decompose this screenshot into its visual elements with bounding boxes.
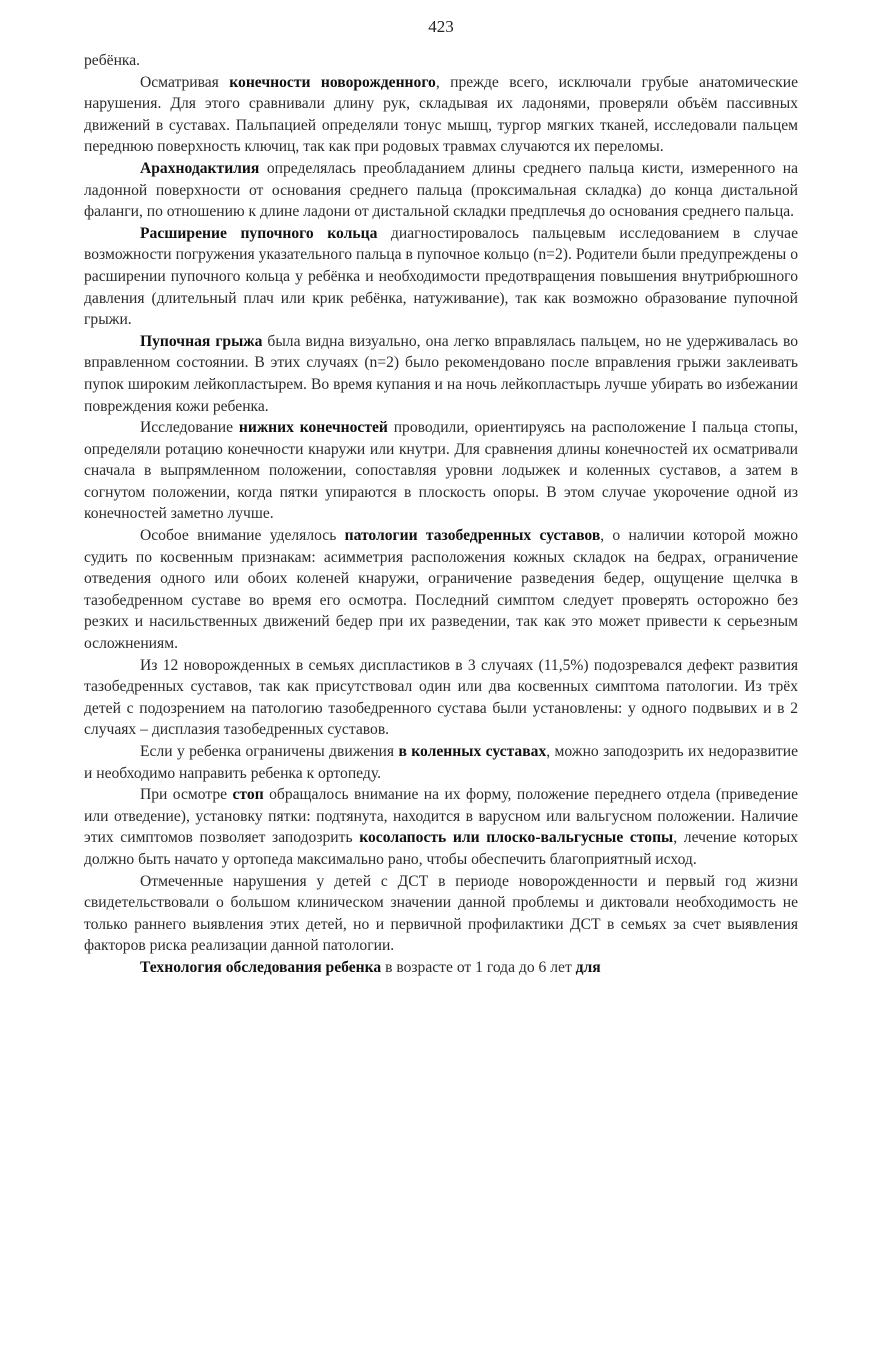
paragraph xyxy=(84,784,798,870)
page-number: 423 xyxy=(428,17,454,36)
paragraph xyxy=(84,417,798,525)
text-run: Отмеченные нарушения у детей с ДСТ в периоде новорожденности и первый год жизни свидетельствовали о большом клиническом значении данной проблемы и диктовали необходимость не только раннего выявления этих детей, но и первичной профилактики ДСТ в семьях за счет выявления факторов риска реализации данной патологии. xyxy=(84,872,798,955)
text-run: , можно заподозрить их недоразвитие и необходимо направить ребенка к ортопеду. xyxy=(84,743,798,782)
text-run: При осмотре xyxy=(140,786,233,804)
text-run: Если у ребенка ограничены движения xyxy=(140,743,399,760)
text-run: обращалось внимание на их форму, положение переднего отдела (приведение или отведение), установку пятки: подтянута, находится в варусном или вальгусном положении. Наличие этих симптомов позволяет заподозрить xyxy=(84,786,798,847)
bold-term: патологии тазобедренных суставов xyxy=(344,527,601,545)
text-run: была видна визуально, она легко вправлялась пальцем, но не удерживалась во вправленном состоянии. В этих случаях (n=2) было рекомендовано после вправления грыжи заклеивать пупок широким лейкопластырем. Во время купания и на ночь лейкопластырь лучше убирать во избежании повреждения кожи ребенка. xyxy=(84,332,799,415)
text-run: Особое внимание уделялось xyxy=(140,527,345,545)
text-run: проводили, ориентируясь на расположение I пальца стопы, определяли ротацию конечности кнаружи или кнутри. Для сравнения длины конечностей их осматривали сначала в выпрямленном положении, сопоставляя уровни лодыжек и коленных суставов, а затем в согнутом положении, когда пятки упираются в плоскость опоры. В этом случае укорочение одной из конечностей заметно лучше. xyxy=(84,419,798,523)
body-text xyxy=(84,50,798,979)
text-run: , о наличии которой можно судить по косвенным признакам: асимметрия расположения кожных складок на бедрах, ограничение отведения одного или обоих коленей кнаружи, ограничение разведения бедер, ощущение щелчка в тазобедренном суставе во время его осмотра. Последний симптом следует проверять осторожно без резких и насильственных движений бедер при их разведении, так как это может привести к серьезным осложнениям. xyxy=(84,527,798,653)
paragraph xyxy=(84,957,798,979)
bold-term: стоп xyxy=(232,786,264,804)
paragraph xyxy=(84,871,798,957)
paragraph xyxy=(84,741,798,784)
text-run: диагностировалось пальцевым исследованием в случае возможности погружения указательного пальца в пупочное кольцо (n=2). Родители были предупреждены о расширении пупочного кольца у ребёнка и необходимости предотвращения повышения внутрибрюшного давления (длительный плач или крик ребёнка, натуживание), так как возможно образование пупочной грыжи. xyxy=(84,224,798,329)
text-run: Осматривая xyxy=(140,73,230,91)
paragraph xyxy=(84,50,798,72)
text-run: , лечение которых должно быть начато у ортопеда максимально рано, чтобы обеспечить благоприятный исход. xyxy=(84,829,798,868)
bold-term: Пупочная грыжа xyxy=(140,332,263,350)
bold-term: нижних конечностей xyxy=(238,419,388,437)
bold-term: Расширение пупочного кольца xyxy=(140,224,378,242)
bold-term: для xyxy=(575,958,601,976)
text-run: Исследование xyxy=(140,419,239,437)
paragraph xyxy=(84,72,798,158)
text-run: Из 12 новорожденных в семьях диспластиков в 3 случаях (11,5%) подозревался дефект развития тазобедренных суставов, так как присутствовал один или два косвенных симптома патологии. Из трёх детей с подозрением на патологию тазобедренного сустава были установлены: у одного подвывих и в 2 случаях – дисплазия тазобедренных суставов. xyxy=(84,656,798,739)
paragraph xyxy=(84,331,798,417)
paragraph xyxy=(84,223,798,331)
text-run: определялась преобладанием длины среднего пальца кисти, измеренного на ладонной поверхности от основания среднего пальца (проксимальная складка) до конца дистальной фаланги, по отношению к длине ладони от дистальной складки предплечья до основания среднего пальца. xyxy=(84,159,798,221)
text-run: , прежде всего, исключали грубые анатомические нарушения. Для этого сравнивали длину рук, складывая их ладонями, проверяли объём пассивных движений в суставах. Пальпацией определяли тонус мышц, тургор мягких тканей, исследовали пальцем переднюю поверхность ключиц, так как при родовых травмах случаются их переломы. xyxy=(84,73,798,156)
paragraph xyxy=(84,525,798,655)
bold-term: косолапость или плоско-вальгусные стопы xyxy=(359,829,674,847)
bold-term: конечности новорожденного xyxy=(229,73,436,91)
bold-term: Технология обследования ребенка xyxy=(140,958,382,976)
paragraph xyxy=(84,158,798,223)
bold-term: Арахнодактилия xyxy=(140,159,260,177)
text-run: ребёнка. xyxy=(84,52,141,69)
bold-term: в коленных суставах xyxy=(398,743,547,760)
text-run: в возрасте от 1 года до 6 лет xyxy=(381,958,576,976)
paragraph xyxy=(84,655,798,741)
